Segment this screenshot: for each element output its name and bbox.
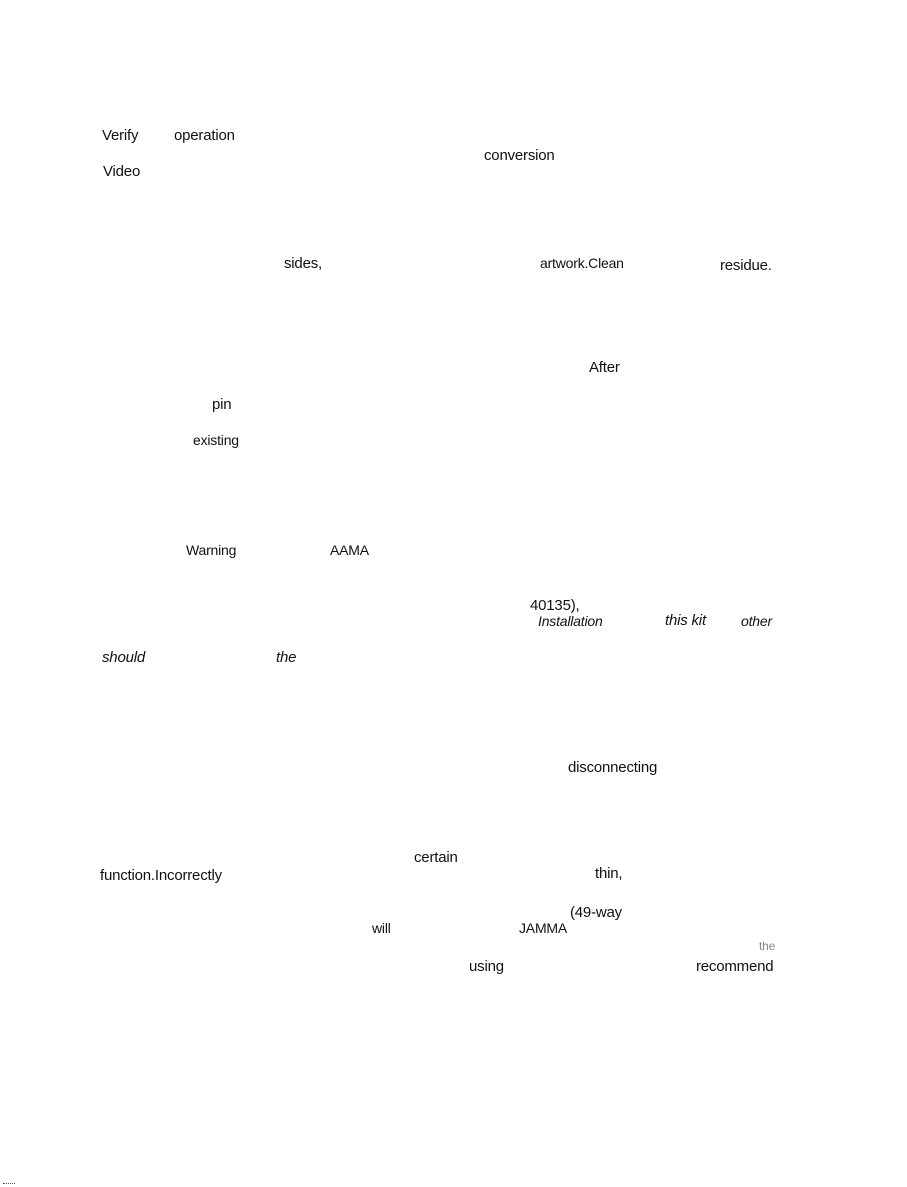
text-fragment: pin (212, 396, 232, 413)
text-fragment: recommend (696, 958, 774, 975)
text-fragment: conversion (484, 147, 555, 164)
text-fragment: Verify (102, 127, 139, 144)
text-fragment: Warning (186, 542, 237, 558)
text-fragment: using (469, 958, 504, 975)
text-fragment: existing (193, 432, 239, 448)
text-fragment: Installation (538, 613, 603, 629)
text-fragment: Video (103, 163, 141, 180)
text-fragment: sides, (284, 255, 322, 272)
text-fragment: operation (174, 127, 235, 144)
text-fragment: other (741, 613, 772, 629)
text-fragment: function.Incorrectly (100, 867, 222, 884)
text-fragment: will (372, 920, 391, 936)
text-fragment: the (276, 649, 297, 666)
text-fragment: After (589, 359, 620, 376)
text-fragment: disconnecting (568, 759, 658, 776)
text-fragment: artwork.Clean (540, 255, 624, 271)
text-fragment: JAMMA (519, 920, 568, 936)
text-fragment: (49-way (570, 904, 622, 921)
scan-edge-mark (3, 1183, 15, 1184)
text-fragment: certain (414, 849, 458, 866)
text-fragment: the (759, 939, 776, 953)
text-fragment: residue. (720, 257, 772, 274)
text-fragment: AAMA (330, 542, 369, 558)
text-fragment: 40135), (530, 597, 580, 614)
text-fragment: should (102, 649, 146, 666)
text-fragment: this kit (665, 612, 706, 629)
text-fragment: thin, (595, 865, 623, 882)
